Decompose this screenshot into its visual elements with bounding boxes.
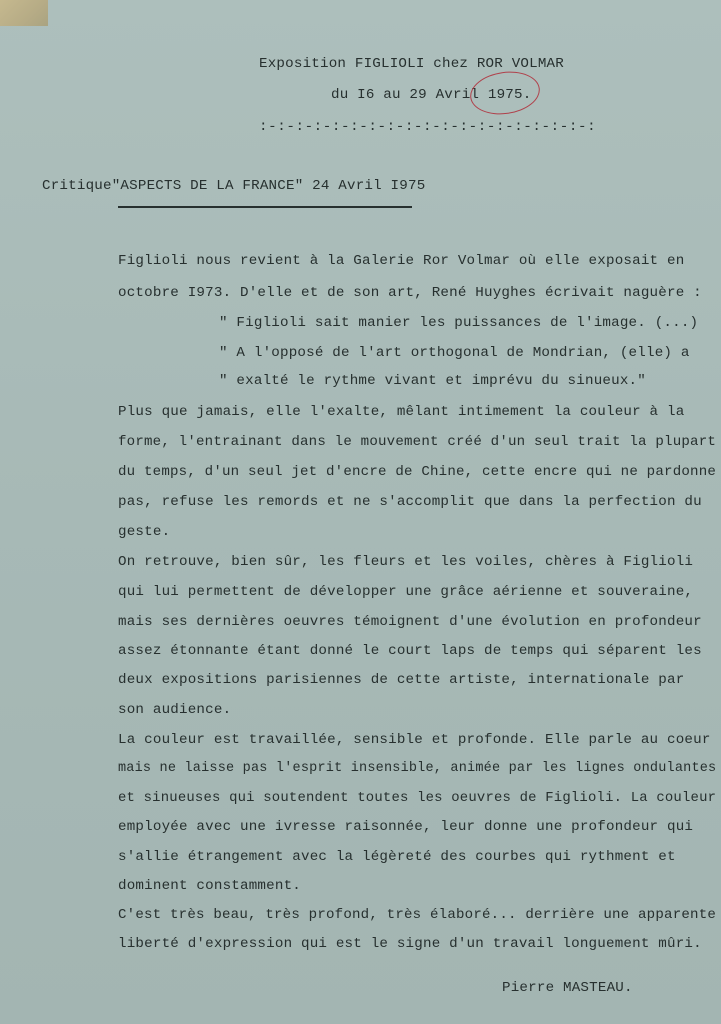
- author-signature: Pierre MASTEAU.: [502, 980, 633, 996]
- body-line: Figlioli nous revient à la Galerie Ror Volmar où elle exposait en: [118, 253, 685, 269]
- body-line: qui lui permettent de développer une grâce aérienne et souveraine,: [118, 584, 694, 600]
- body-line: pas, refuse les remords et ne s'accomplit que dans la perfection du: [118, 494, 702, 510]
- body-line: On retrouve, bien sûr, les fleurs et les voiles, chères à Figlioli: [118, 554, 694, 570]
- body-line: son audience.: [118, 702, 232, 718]
- body-line: mais ne laisse pas l'esprit insensible, animée par les lignes ondulantes: [118, 761, 717, 776]
- body-line: La couleur est travaillée, sensible et profonde. Elle parle au coeur: [118, 732, 711, 748]
- body-line: mais ses dernières oeuvres témoignent d'une évolution en profondeur: [118, 614, 702, 630]
- body-line: dominent constamment.: [118, 878, 301, 894]
- exhibition-title: Exposition FIGLIOLI chez ROR VOLMAR: [259, 56, 564, 72]
- body-line: assez étonnante étant donné le court laps de temps qui séparent les: [118, 643, 702, 659]
- body-line: Plus que jamais, elle l'exalte, mêlant intimement la couleur à la: [118, 404, 685, 420]
- exhibition-dates: du I6 au 29 Avril 1975.: [331, 87, 532, 103]
- quote-line: " Figlioli sait manier les puissances de l'image. (...): [219, 315, 699, 331]
- separator-line: :-:-:-:-:-:-:-:-:-:-:-:-:-:-:-:-:-:-:: [259, 119, 597, 135]
- body-line: liberté d'expression qui est le signe d'un travail longuement mûri.: [118, 936, 702, 952]
- body-line: et sinueuses qui soutendent toutes les oeuvres de Figlioli. La couleur: [118, 790, 717, 806]
- body-line: forme, l'entrainant dans le mouvement créé d'un seul trait la plupart: [118, 434, 717, 450]
- quote-line: " A l'opposé de l'art orthogonal de Mondrian, (elle) a: [219, 345, 690, 361]
- body-line: du temps, d'un seul jet d'encre de Chine, cette encre qui ne pardonne: [118, 464, 717, 480]
- body-line: C'est très beau, très profond, très élaboré... derrière une apparente: [118, 907, 717, 923]
- body-line: deux expositions parisiennes de cette artiste, internationale par: [118, 672, 685, 688]
- body-line: s'allie étrangement avec la légèreté des courbes qui rythment et: [118, 849, 676, 865]
- body-line: employée avec une ivresse raisonnée, leur donne une profondeur qui: [118, 819, 694, 835]
- heading-underline: [118, 206, 412, 208]
- critique-heading: Critique"ASPECTS DE LA FRANCE" 24 Avril I975: [42, 178, 426, 194]
- body-line: geste.: [118, 524, 171, 540]
- body-line: octobre I973. D'elle et de son art, René Huyghes écrivait naguère :: [118, 285, 702, 301]
- tape-scrap: [0, 0, 48, 26]
- quote-line: " exalté le rythme vivant et imprévu du sinueux.": [219, 373, 646, 389]
